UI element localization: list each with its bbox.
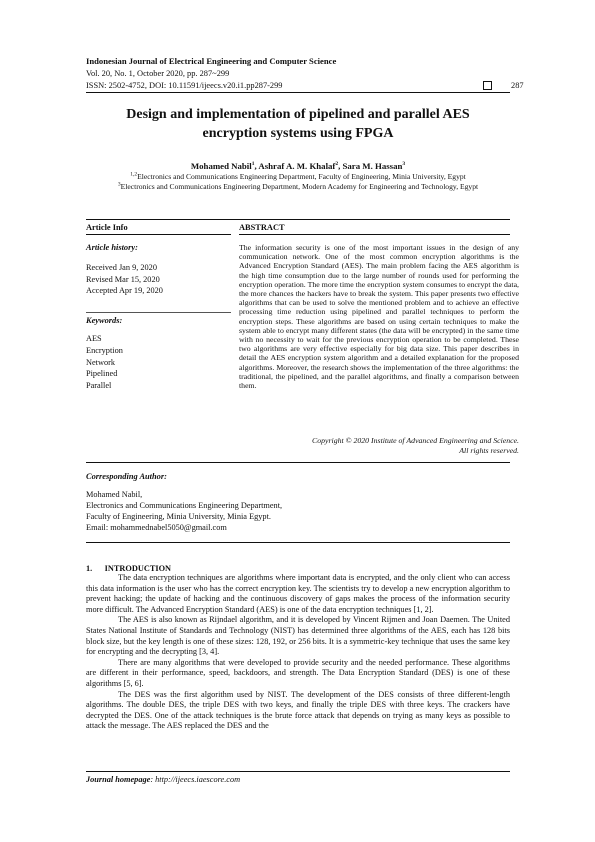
box-bottom-rule [86,462,510,463]
article-info-heading: Article Info [86,223,128,232]
author-2: Ashraf A. M. Khalaf [258,161,336,171]
issn-doi: ISSN: 2502-4752, DOI: 10.11591/ijeecs.v20.i1.pp287-299 [86,81,283,90]
page-number: 287 [511,81,524,90]
revised-date: Revised Mar 15, 2020 [86,274,160,284]
keyword-item: Encryption [86,345,123,355]
journal-homepage [86,775,240,784]
keywords-label: Keywords: [86,316,123,325]
header-rule [86,92,510,93]
corresponding-author-label: Corresponding Author: [86,472,167,481]
copyright-notice [239,436,519,456]
accepted-date: Accepted Apr 19, 2020 [86,286,163,295]
box-top-rule [86,219,510,220]
copyright-line-1: Copyright © 2020 Institute of Advanced Engineering and Science. [312,436,519,445]
copyright-line-2: All rights reserved. [459,446,519,455]
author-3: Sara M. Hassan [342,161,403,171]
corresponding-name: Mohamed Nabil, [86,490,143,499]
keyword-item: Pipelined [86,369,118,379]
keyword-item: AES [86,334,102,343]
paragraph: The DES was the first algorithm used by NIST. The development of the DES consists of three different-length algorithms. The double DES, the triple DES with two keys, and finally the triple DES with three keys. The crackers have decrypted the DES. One of the attack techniques is the brute force attack that depends on trying as many keys as possible to attack the message. The AES replaced the DES and the [86,689,510,731]
corresponding-dept: Electronics and Communications Engineering Department, [86,501,283,510]
affiliation-2 [86,182,510,191]
title-line-2: encryption systems using FPGA [202,126,394,141]
affiliation-1-text: Electronics and Communications Engineering Department, Faculty of Engineering, Minia University, Egypt [137,172,466,181]
abstract-heading: ABSTRACT [239,223,285,232]
square-box-icon [483,81,492,90]
introduction-body [86,573,510,732]
paper-title [86,105,510,143]
info-heading-rule [86,234,231,235]
author-list: Mohamed Nabil$^1$, Ashraf A. M. Khalaf$^2$, Sara M. Hassan$^3$ [190,161,406,171]
introduction-heading: 1. INTRODUCTION [86,564,172,573]
author-1: Mohamed Nabil [190,161,252,171]
affiliation-2-text: Electronics and Communications Engineering Department, Modern Academy for Engineering and Technology, Egypt [120,182,479,191]
abstract-text: The information security is one of the most important issues in the design of any communication network. One of the most common encryption algorithms is the Advanced Encryption Standard (AES). The main problem facing the AES algorithm is the high time consumption due to the large number of rounds used for performing the encryption operation. The more time the encryption system consumes to encrypt the data, the more chances the hackers have to break the system. This paper presents two effective algorithms that can be used to solve the mentioned problem and to achieve an effective processing time reduction using pipelined and parallel techniques to perform the encryption steps. These algorithms are based on using certain techniques to make the system able to encrypt many different states (the data will be encrypted) in the same time with no necessity to wait for the previous encryption operation to be completed. These two algorithms are very effective especially for big data size. This paper describes in detail the AES encryption system algorithm and a detailed explanation for the proposed algorithms. Moreover, the research shows the implementation of the three algorithms: the traditional, the pipelined, and the parallel algorithms, and finally a comparison between them. [239,243,519,391]
affiliation-2-sup: 3 [117,181,121,188]
history-dates [86,262,163,297]
journal-name: Indonesian Journal of Electrical Engineering and Computer Science [86,56,337,66]
keywords-rule [86,312,231,313]
corresponding-email: Email: mohammednabel5050@gmail.com [86,523,227,532]
keywords-list [86,333,123,392]
paragraph: The data encryption techniques are algorithms where important data is encrypted, and the only client who can access this data information is the user who has the correct encryption key. The scientists try to develop a new encryption algorithm to prevent hacking; the update of hacking and the continuous discovery of gaps makes the process of the information security more difficult. The Advanced Encryption Standard (AES) is one of the data encryption techniques [1, 2]. [86,573,510,614]
paragraph: The AES is also known as Rijndael algorithm, and it is developed by Vincent Rijmen and Joan Daemen. The United States National Institute of Standards and Technology (NIST) has determined three algorithms of the AES, each has 128 bits block size, but the key length is one of these sizes: 128, 192, or 256 bits. It is a symmetric-key technique that uses the same key for encrypting and the decrypting [3, 4]. [86,615,510,657]
keyword-item: Parallel [86,381,112,391]
paragraph: There are many algorithms that were developed to provide security and the needed performance. These algorithms are different in their performance, speed, backdoors, and strength. The Data Encryption Standard (DES) is one of these algorithms [5, 6]. [86,657,510,688]
abstract-heading-rule [239,234,510,235]
received-date: Received Jan 9, 2020 [86,263,157,272]
footer-rule [86,771,510,772]
keyword-item: Network [86,357,116,367]
author-1-sup: 1 [251,161,255,168]
corresponding-faculty: Faculty of Engineering, Minia University, Minia Egypt. [86,512,271,521]
author-block-rule [86,542,510,543]
author-2-sup: 2 [335,161,339,168]
article-history-label: Article history: [86,243,138,252]
title-line-1: Design and implementation of pipelined and parallel AES [126,107,470,122]
affiliation-1 [86,172,510,181]
affiliation-1-sup: 1,2 [130,171,138,178]
corresponding-author-block [86,489,282,533]
volume-info: Vol. 20, No. 1, October 2020, pp. 287~299 [86,69,230,78]
homepage-url: : http://ijeecs.iaescore.com [150,775,241,784]
homepage-label: Journal homepage [86,775,151,784]
author-3-sup: 3 [402,161,406,168]
